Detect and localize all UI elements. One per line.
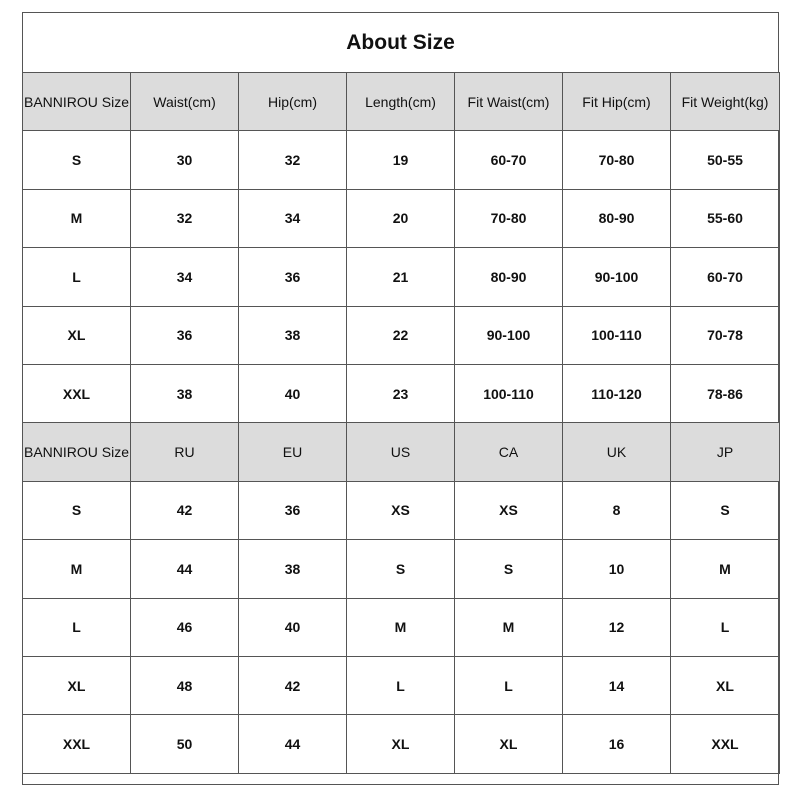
table-cell: M [347, 598, 455, 656]
table-cell: 10 [563, 540, 671, 598]
table-row [23, 248, 780, 306]
table-cell: 34 [239, 189, 347, 247]
size-label-cell: M [23, 540, 131, 598]
header-cell: Fit Hip(cm) [563, 73, 671, 131]
table-cell: L [671, 598, 780, 656]
header-cell: Length(cm) [347, 73, 455, 131]
table-cell: 21 [347, 248, 455, 306]
table-cell: 48 [131, 656, 239, 714]
table-cell: M [455, 598, 563, 656]
table-cell: 42 [239, 656, 347, 714]
size-label-cell: M [23, 189, 131, 247]
table-cell: 14 [563, 656, 671, 714]
table-cell: 16 [563, 715, 671, 773]
header-cell: CA [455, 423, 563, 481]
table-cell: 12 [563, 598, 671, 656]
table-cell: 60-70 [671, 248, 780, 306]
table-cell: 38 [131, 364, 239, 422]
table-cell: L [347, 656, 455, 714]
size-label-cell: XL [23, 306, 131, 364]
table-cell: 30 [131, 131, 239, 189]
header-cell: Fit Weight(kg) [671, 73, 780, 131]
table1-header-row [23, 73, 780, 131]
header-cell: BANNIROU Size [23, 73, 131, 131]
header-cell: UK [563, 423, 671, 481]
table-row [23, 598, 780, 656]
size-table [22, 72, 780, 774]
table-cell: 55-60 [671, 189, 780, 247]
table-row [23, 306, 780, 364]
table-cell: XS [347, 481, 455, 539]
table-cell: XL [347, 715, 455, 773]
table-cell: XS [455, 481, 563, 539]
table-cell: 110-120 [563, 364, 671, 422]
table-cell: 70-80 [563, 131, 671, 189]
size-label-cell: L [23, 598, 131, 656]
table-row [23, 540, 780, 598]
table-cell: S [671, 481, 780, 539]
table-cell: 32 [131, 189, 239, 247]
size-label-cell: S [23, 481, 131, 539]
table-cell: 38 [239, 540, 347, 598]
size-label-cell: XXL [23, 364, 131, 422]
table-cell: 70-80 [455, 189, 563, 247]
header-cell: EU [239, 423, 347, 481]
table-cell: 80-90 [455, 248, 563, 306]
table-cell: 42 [131, 481, 239, 539]
table-cell: 44 [239, 715, 347, 773]
table-cell: 70-78 [671, 306, 780, 364]
table-cell: XL [455, 715, 563, 773]
page-title: About Size [23, 13, 778, 73]
table-cell: 60-70 [455, 131, 563, 189]
table-cell: XL [671, 656, 780, 714]
table-cell: 32 [239, 131, 347, 189]
header-cell: JP [671, 423, 780, 481]
table-row [23, 481, 780, 539]
table-cell: 36 [239, 481, 347, 539]
table-cell: XXL [671, 715, 780, 773]
table-cell: 40 [239, 364, 347, 422]
header-cell: Fit Waist(cm) [455, 73, 563, 131]
size-label-cell: S [23, 131, 131, 189]
size-label-cell: L [23, 248, 131, 306]
table-cell: 80-90 [563, 189, 671, 247]
table-cell: 20 [347, 189, 455, 247]
table2-header-row [23, 423, 780, 481]
table-cell: 100-110 [563, 306, 671, 364]
table-cell: 38 [239, 306, 347, 364]
table-cell: 90-100 [563, 248, 671, 306]
size-chart [22, 12, 779, 785]
table-cell: 78-86 [671, 364, 780, 422]
table-cell: 8 [563, 481, 671, 539]
size-label-cell: XXL [23, 715, 131, 773]
table-cell: 19 [347, 131, 455, 189]
table-cell: 36 [239, 248, 347, 306]
table-cell: 100-110 [455, 364, 563, 422]
table-cell: L [455, 656, 563, 714]
table-cell: 34 [131, 248, 239, 306]
header-cell: Hip(cm) [239, 73, 347, 131]
table-cell: 50 [131, 715, 239, 773]
table-row [23, 189, 780, 247]
header-cell: US [347, 423, 455, 481]
header-cell: RU [131, 423, 239, 481]
table-cell: 40 [239, 598, 347, 656]
table-cell: 90-100 [455, 306, 563, 364]
table-cell: 36 [131, 306, 239, 364]
table-cell: S [347, 540, 455, 598]
table-cell: 46 [131, 598, 239, 656]
size-table-body [23, 73, 780, 774]
header-cell: Waist(cm) [131, 73, 239, 131]
table-cell: 23 [347, 364, 455, 422]
table-row [23, 715, 780, 773]
table-cell: M [671, 540, 780, 598]
table-cell: S [455, 540, 563, 598]
table-row [23, 131, 780, 189]
table-row [23, 364, 780, 422]
header-cell: BANNIROU Size [23, 423, 131, 481]
table-cell: 22 [347, 306, 455, 364]
table-cell: 44 [131, 540, 239, 598]
table-row [23, 656, 780, 714]
table-cell: 50-55 [671, 131, 780, 189]
size-label-cell: XL [23, 656, 131, 714]
